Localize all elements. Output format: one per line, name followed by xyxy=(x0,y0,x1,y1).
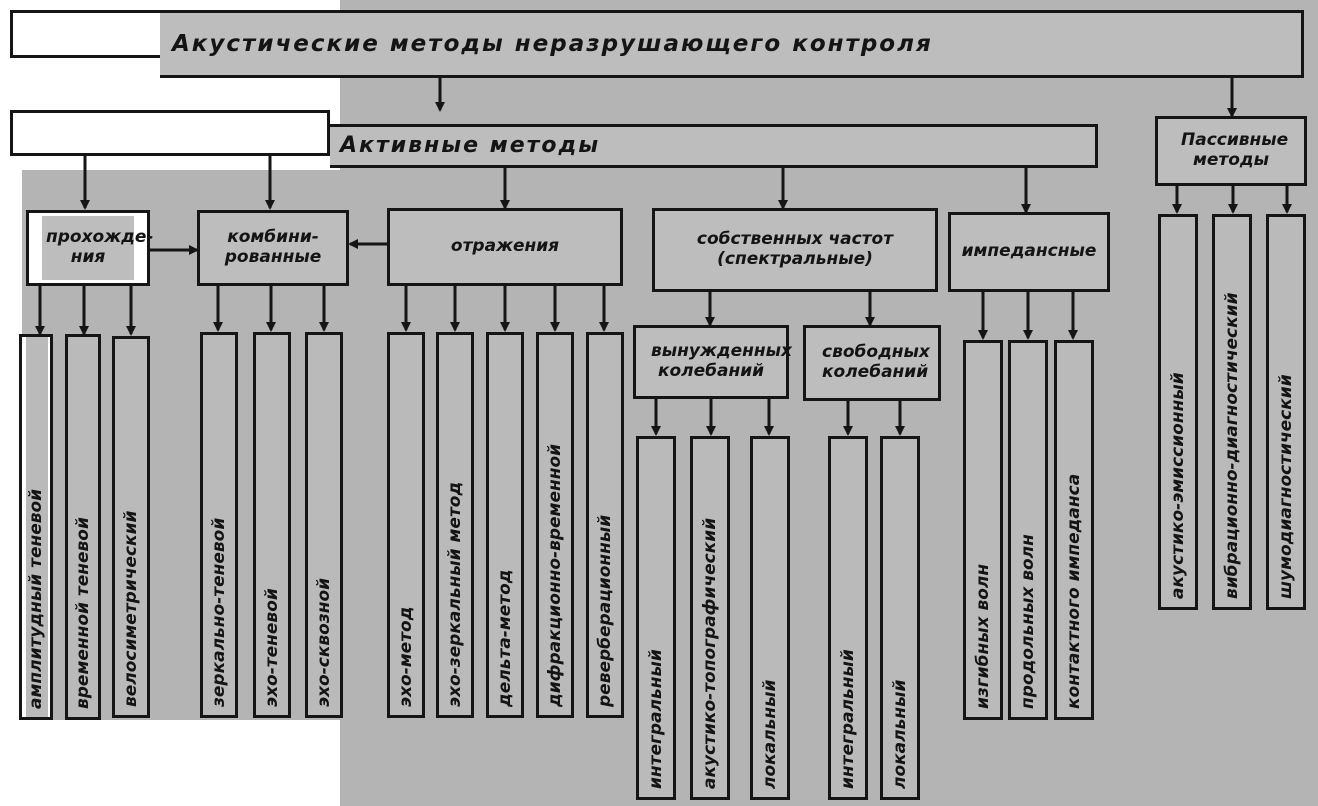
leaf-mirror-shadow xyxy=(200,332,238,718)
leaf-bending-waves xyxy=(963,340,1003,720)
group-reflection-label: отражения xyxy=(450,236,560,257)
leaf-echo-mirror xyxy=(436,332,474,718)
leaf-echo-through xyxy=(305,332,343,718)
leaf-amplitude-shadow-label: амплитудный теневой xyxy=(26,488,46,709)
leaf-longitudinal-waves-label: продольных волн xyxy=(1018,534,1038,709)
group-natural xyxy=(652,208,938,292)
leaf-forced-local xyxy=(750,436,790,800)
group-transmission xyxy=(26,210,154,286)
group-impedance-label: импедансные xyxy=(961,241,1097,262)
leaf-echo-through-label: эхо-сквозной xyxy=(314,577,334,707)
group-free-label: свободных колебаний xyxy=(822,342,930,382)
group-combined-label: комбини-рованные xyxy=(224,227,322,267)
leaf-echo-method xyxy=(387,332,425,718)
leaf-acoustic-emission-label: акустико-эмиссионный xyxy=(1168,372,1188,599)
leaf-time-shadow-label: временной теневой xyxy=(73,517,93,709)
leaf-time-shadow xyxy=(65,334,101,720)
leaf-longitudinal-waves xyxy=(1008,340,1048,720)
leaf-velocimetric xyxy=(112,336,150,718)
leaf-delta-method xyxy=(486,332,524,718)
group-free xyxy=(803,325,941,401)
leaf-echo-shadow-label: эхо-теневой xyxy=(262,588,282,707)
root-title: Акустические методы неразрушающего контроля xyxy=(172,30,933,57)
leaf-contact-impedance-label: контактного импеданса xyxy=(1064,473,1084,709)
leaf-free-local xyxy=(880,436,920,800)
leaf-forced-integral xyxy=(636,436,676,800)
leaf-reverberation xyxy=(586,332,624,718)
group-forced-label: вынужденных колебаний xyxy=(651,341,792,381)
group-forced xyxy=(633,325,792,399)
leaf-forced-integral-label: интегральный xyxy=(646,649,666,789)
group-impedance xyxy=(948,212,1110,292)
leaf-echo-mirror-label: эхо-зеркальный метод xyxy=(445,481,465,707)
leaf-bending-waves-label: изгибных волн xyxy=(973,563,993,709)
leaf-free-local-label: локальный xyxy=(890,679,910,789)
leaf-diffraction-time-label: дифракционно-временной xyxy=(545,443,565,707)
leaf-reverberation-label: реверберационный xyxy=(595,514,615,707)
active-title: Активные методы xyxy=(340,133,601,159)
active-box xyxy=(330,124,1098,168)
leaf-vibration-diagnostic-label: вибрационно-диагностический xyxy=(1222,292,1242,599)
leaf-noise-diagnostic-label: шумодиагностический xyxy=(1276,374,1296,599)
leaf-echo-shadow xyxy=(253,332,291,718)
group-reflection xyxy=(387,208,623,286)
leaf-acoustic-topographic xyxy=(690,436,730,800)
leaf-contact-impedance xyxy=(1054,340,1094,720)
leaf-amplitude-shadow xyxy=(19,334,53,720)
root-box xyxy=(160,10,1304,78)
active-box-overlay xyxy=(10,110,330,156)
group-natural-label: собственных частот (спектральные) xyxy=(696,229,894,269)
leaf-noise-diagnostic xyxy=(1266,214,1306,610)
passive-title: Пассивные методы xyxy=(1181,130,1289,170)
leaf-velocimetric-label: велосиметрический xyxy=(121,510,141,707)
leaf-diffraction-time xyxy=(536,332,574,718)
leaf-acoustic-topographic-label: акустико-топографический xyxy=(700,517,720,789)
leaf-acoustic-emission xyxy=(1158,214,1198,610)
leaf-forced-local-label: локальный xyxy=(760,679,780,789)
leaf-free-integral-label: интегральный xyxy=(838,649,858,789)
passive-box xyxy=(1155,116,1307,186)
group-combined xyxy=(197,210,349,286)
leaf-delta-method-label: дельта-метод xyxy=(495,569,515,707)
leaf-free-integral xyxy=(828,436,868,800)
leaf-echo-method-label: эхо-метод xyxy=(396,606,416,707)
leaf-mirror-shadow-label: зеркально-теневой xyxy=(209,517,229,707)
leaf-vibration-diagnostic xyxy=(1212,214,1252,610)
group-transmission-label: прохожде-ния xyxy=(42,216,134,279)
